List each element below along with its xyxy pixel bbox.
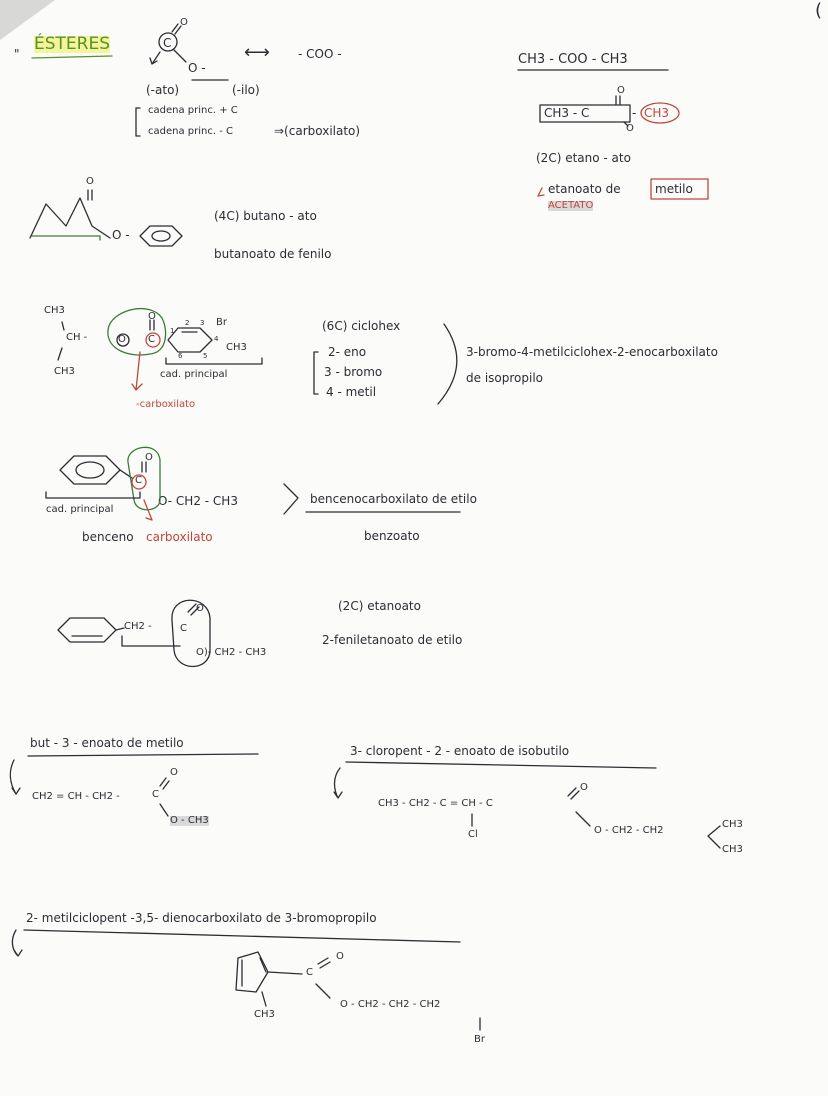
acetate-chain: (2C) etano - ato [536, 151, 631, 165]
iso-bonds [58, 322, 64, 360]
butenoate-double-bond [160, 778, 169, 789]
equivalence-arrow-icon: ⟷ [244, 42, 270, 63]
intro-c-circle [159, 33, 177, 51]
ring-num-1: 1 [170, 327, 175, 335]
acetate-common-name: ACETATO [548, 200, 594, 211]
butenoate-arrow [10, 760, 20, 794]
butenoate-c: C [152, 789, 159, 800]
cyclohex-list-2: 3 - bromo [324, 365, 383, 379]
cyclohex-cad-principal: cad. principal [160, 369, 228, 380]
cloropent-ch3-a: CH3 [722, 819, 743, 830]
phenylacetate-o-chain: O)- CH2 - CH3 [196, 647, 267, 658]
intro-ilo: (-ilo) [232, 83, 260, 97]
cyclopentadiene-double-bond [318, 958, 330, 968]
cyclopentadiene-arrow [12, 930, 22, 956]
butanoate-o-bridge: O - [112, 228, 130, 242]
acetate-arrow [538, 188, 544, 196]
intro-o-minus: O - [188, 61, 206, 75]
butanoate-double-bond [88, 190, 92, 200]
cloropent-o-top: O [580, 782, 588, 793]
butanoate-o-top: O [86, 176, 94, 187]
acetate-o-bottom: O [626, 123, 634, 134]
cyclopentadiene-ring [236, 952, 268, 992]
cyclohex-name-line-2: de isopropilo [466, 371, 543, 385]
phenyl-ring-inner [152, 231, 170, 241]
cyclopentadiene-c: C [306, 967, 313, 978]
ring-ester-o-top: O [148, 311, 156, 322]
cloropent-bond-o [576, 812, 590, 826]
phenylacetate-o-top: O [196, 603, 204, 614]
benzoate-cad-bracket [46, 492, 140, 498]
butanoate-chain: (4C) butano - ato [214, 209, 317, 223]
list-mark: " [14, 47, 20, 61]
cloropent-cl: Cl [468, 829, 478, 840]
intro-coo: - COO - [298, 47, 342, 61]
phenylacetate-ester-outline [172, 600, 210, 666]
phenylacetate-double-bond [188, 604, 199, 615]
phenyl-ring [140, 226, 182, 246]
acetate-ch3-c: CH3 - C [544, 106, 590, 120]
cyclohex-brace [438, 324, 457, 404]
acetate-formula: CH3 - COO - CH3 [518, 52, 628, 67]
cyclohex-list-bracket [314, 352, 318, 394]
intro-bracket [136, 108, 140, 136]
iso-ch: CH - [66, 332, 88, 343]
cyclopentadiene-o-chain: O - CH2 - CH2 - CH2 [340, 999, 441, 1010]
cyclohex-name-line-1: 3-bromo-4-metilciclohex-2-enocarboxilato [466, 345, 718, 359]
butenoate-bond-o [160, 804, 168, 816]
benzoate-o-chain: O- CH2 - CH3 [158, 494, 238, 508]
benzoate-double-bond [142, 462, 146, 472]
cyclopentadiene-bond-o [316, 984, 330, 998]
ring-num-2: 2 [185, 319, 190, 327]
benzoate-c: C [135, 475, 142, 486]
acetate-name-boxed: metilo [655, 182, 693, 196]
ester-c-circle [146, 333, 160, 347]
intro-arrow-left [150, 52, 160, 64]
intro-rule-2: cadena princ. - C [148, 126, 233, 137]
cloropent-title: 3- cloropent - 2 - enoato de isobutilo [350, 744, 570, 758]
ring-num-6: 6 [178, 352, 183, 360]
title-underline [32, 56, 112, 58]
cloropent-double-bond [568, 788, 579, 799]
iso-ch3-bottom: CH3 [54, 366, 75, 377]
page-corner [0, 0, 55, 40]
ring-num-5: 5 [203, 352, 208, 360]
benzoate-cad-principal: cad. principal [46, 504, 114, 515]
acetate-name-box [651, 179, 708, 199]
butenoate-o-top: O [170, 767, 178, 778]
intro-c-letter: C [163, 36, 172, 50]
benzoate-common-name: benzoato [364, 529, 420, 543]
benzoate-brace [284, 484, 298, 514]
cloropent-formula: CH3 - CH2 - C = CH - C [378, 798, 493, 809]
benzoate-o-top: O [145, 452, 153, 463]
phenylacetate-ring [58, 618, 116, 642]
phenylacetate-bond [116, 628, 124, 630]
corner-mark: ( [815, 0, 823, 21]
cyclohex-list-3: 4 - metil [326, 385, 377, 399]
benzene-ring-inner [76, 462, 104, 478]
ring-ester-o: O [118, 334, 126, 345]
cyclopentadiene-title: 2- metilciclopent -3,5- dienocarboxilato de 3-bromopropilo [26, 911, 377, 925]
ring-num-4: 4 [214, 335, 219, 343]
cyclopentadiene-underline [24, 930, 460, 942]
cyclopentadiene-bond [268, 972, 302, 974]
cyclohex-red-arrow [132, 352, 142, 390]
ring-ch3: CH3 [226, 342, 247, 353]
acetate-dash: - [632, 106, 637, 120]
butanoate-zigzag [30, 198, 110, 238]
butanoate-chain-mark [32, 236, 100, 240]
acetate-double-bond [616, 96, 620, 104]
phenylacetate-c: C [180, 623, 187, 634]
cyclohex-list-1: 2- eno [328, 345, 367, 359]
cloropent-arrow [334, 768, 342, 798]
ester-group-outline [108, 309, 166, 355]
benzene-ring [60, 456, 120, 484]
butenoate-title: but - 3 - enoato de metilo [30, 736, 184, 750]
phenylacetate-name: 2-feniletanoato de etilo [322, 633, 463, 647]
acetate-box [540, 105, 630, 122]
iso-ch3-top: CH3 [44, 305, 65, 316]
intro-rule-1: cadena princ. + C [148, 105, 238, 116]
ester-o-circle [117, 334, 129, 346]
benzoate-name: bencenocarboxilato de etilo [310, 492, 477, 506]
ring-ester-c: C [148, 334, 155, 345]
intro-double-bond [172, 24, 181, 34]
intro-bond-o [174, 50, 186, 62]
phenylacetate-bracket [122, 636, 180, 646]
benzoate-c-circle [132, 475, 146, 489]
benzoate-benceno: benceno [82, 530, 134, 544]
ester-double-bond [150, 320, 154, 330]
cyclopentadiene-o-top: O [336, 951, 344, 962]
benzoate-carboxilato: carboxilato [146, 530, 213, 544]
intro-rule-2-result: ⇒(carboxilato) [274, 124, 361, 138]
cyclopentadiene-ch3: CH3 [254, 1009, 275, 1020]
butenoate-o-chain: O - CH3 [170, 815, 209, 826]
cyclohex-chain: (6C) ciclohex [322, 319, 401, 333]
cloropent-underline [346, 762, 656, 768]
cloropent-o-chain: O - CH2 - CH2 [594, 825, 664, 836]
acetate-ch3-circled: CH3 [644, 106, 670, 120]
phenylacetate-chain: (2C) etanoato [338, 599, 421, 613]
acetate-name-pre: etanoato de [548, 182, 621, 196]
page-title: ÉSTERES [34, 34, 111, 54]
cyclohex-cad-bracket [166, 358, 262, 364]
cyclohex-carboxilato: -carboxilato [136, 399, 196, 410]
cloropent-ch3-b: CH3 [722, 844, 743, 855]
cyclopentadiene-br: Br [474, 1034, 485, 1045]
phenylacetate-ch2: CH2 - [124, 621, 152, 632]
butenoate-formula: CH2 = CH - CH2 - [32, 791, 120, 802]
cloropent-branch [708, 826, 720, 848]
intro-ato: (-ato) [146, 83, 180, 97]
acetate-ch3-circle [641, 103, 679, 123]
butanoate-name: butanoato de fenilo [214, 247, 332, 261]
ring-num-3: 3 [200, 319, 205, 327]
butenoate-underline [28, 754, 258, 756]
intro-o-top: O [180, 17, 188, 28]
acetate-o-top: O [617, 85, 625, 96]
ring-br: Br [216, 317, 227, 328]
cyclopentadiene-bond-ch3 [262, 992, 266, 1006]
